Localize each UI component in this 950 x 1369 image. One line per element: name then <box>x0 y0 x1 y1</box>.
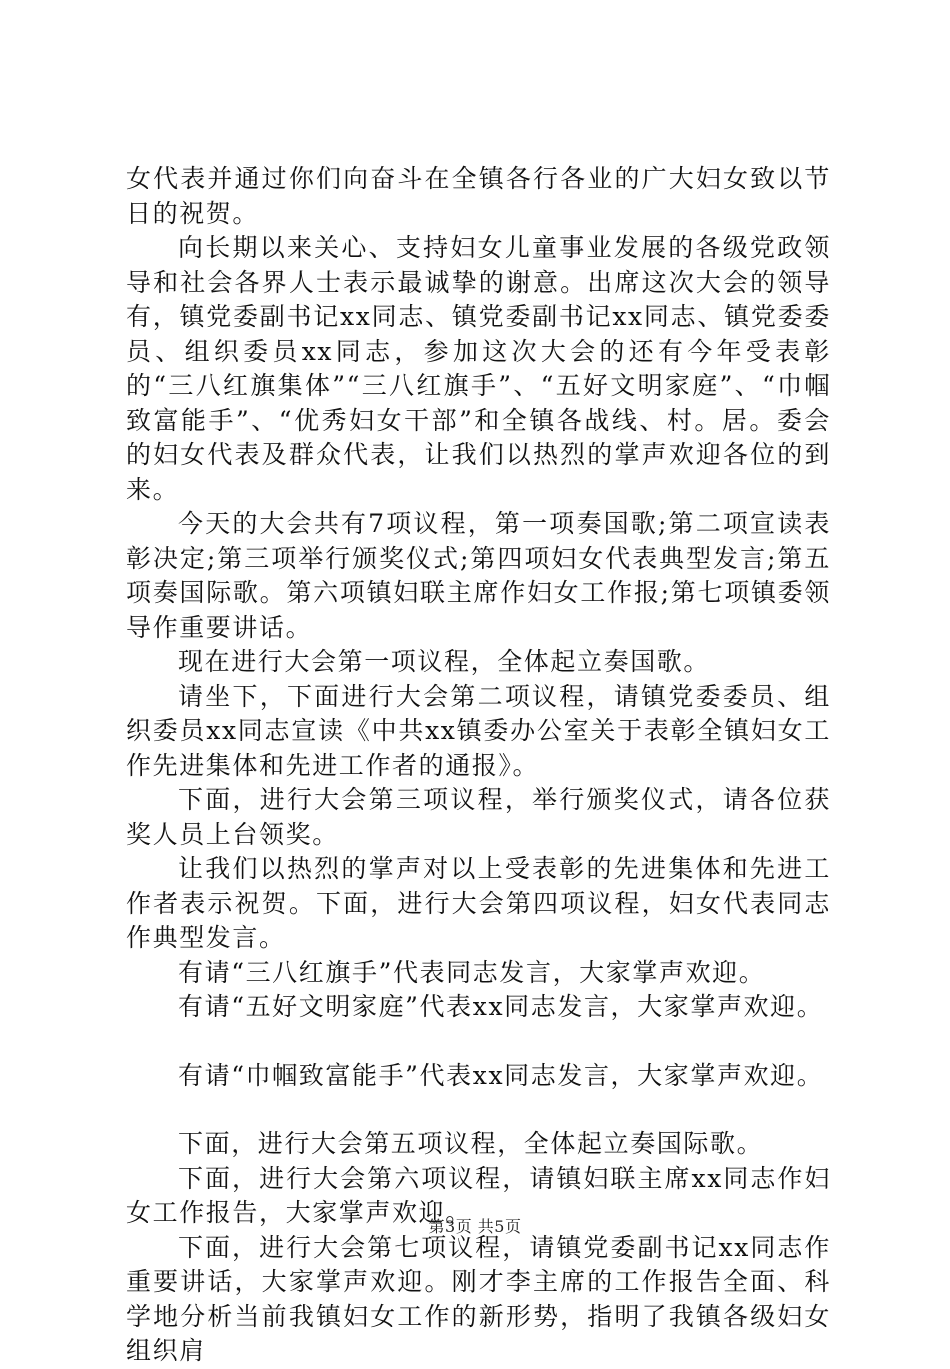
page-number-label: 第3页 共5页 <box>428 1217 522 1236</box>
paragraph-12: 下面，进行大会第六项议程，请镇妇联主席xx同志作妇女工作报告，大家掌声欢迎。 <box>126 1163 831 1227</box>
paragraph-4: 现在进行大会第一项议程，全体起立奏国歌。 <box>178 647 711 676</box>
page-footer <box>0 1214 950 1237</box>
paragraph-1: 女代表并通过你们向奋斗在全镇各行各业的广大妇女致以节日的祝贺。 <box>126 164 831 228</box>
paragraph-5: 请坐下，下面进行大会第二项议程，请镇党委委员、组织委员xx同志宣读《中共xx镇委办公室关于表彰全镇妇女工作先进集体和先进工作者的通报》。 <box>126 681 831 780</box>
paragraph-10: 有请“巾帼致富能手”代表xx同志发言，大家掌声欢迎。 <box>178 1060 824 1090</box>
paragraph-6: 下面，进行大会第三项议程，举行颁奖仪式，请各位获奖人员上台领奖。 <box>126 785 831 849</box>
paragraph-3: 今天的大会共有7项议程，第一项奏国歌;第二项宣读表彰决定;第三项举行颁奖仪式;第四项妇女代表典型发言;第五项奏国际歌。第六项镇妇联主席作妇女工作报;第七项镇委领导作重要讲话。 <box>126 509 831 642</box>
paragraph-8: 有请“三八红旗手”代表同志发言，大家掌声欢迎。 <box>178 957 766 987</box>
paragraph-2: 向长期以来关心、支持妇女儿童事业发展的各级党政领导和社会各界人士表示最诚挚的谢意。出席这次大会的领导有，镇党委副书记xx同志、镇党委副书记xx同志、镇党委委员、组织委员xx同志，参加这次大会的还有今年受表彰的“三八红旗集体”“三八红旗手”、“五好文明家庭”、“巾帼致富能手”、“优秀妇女干部”和全镇各战线、村。居。委会的妇女代表及群众代表，让我们以热烈的掌声欢迎各位的到来。 <box>126 233 831 504</box>
paragraph-13: 下面，进行大会第七项议程，请镇党委副书记xx同志作重要讲话，大家掌声欢迎。刚才李主席的工作报告全面、科学地分析当前我镇妇女工作的新形势，指明了我镇各级妇女组织肩 <box>126 1232 831 1365</box>
paragraph-11: 下面，进行大会第五项议程，全体起立奏国际歌。 <box>178 1129 764 1158</box>
document-body <box>126 162 831 1369</box>
paragraph-7: 让我们以热烈的掌声对以上受表彰的先进集体和先进工作者表示祝贺。下面，进行大会第四项议程，妇女代表同志作典型发言。 <box>126 854 831 952</box>
paragraph-9: 有请“五好文明家庭”代表xx同志发言，大家掌声欢迎。 <box>178 992 824 1021</box>
